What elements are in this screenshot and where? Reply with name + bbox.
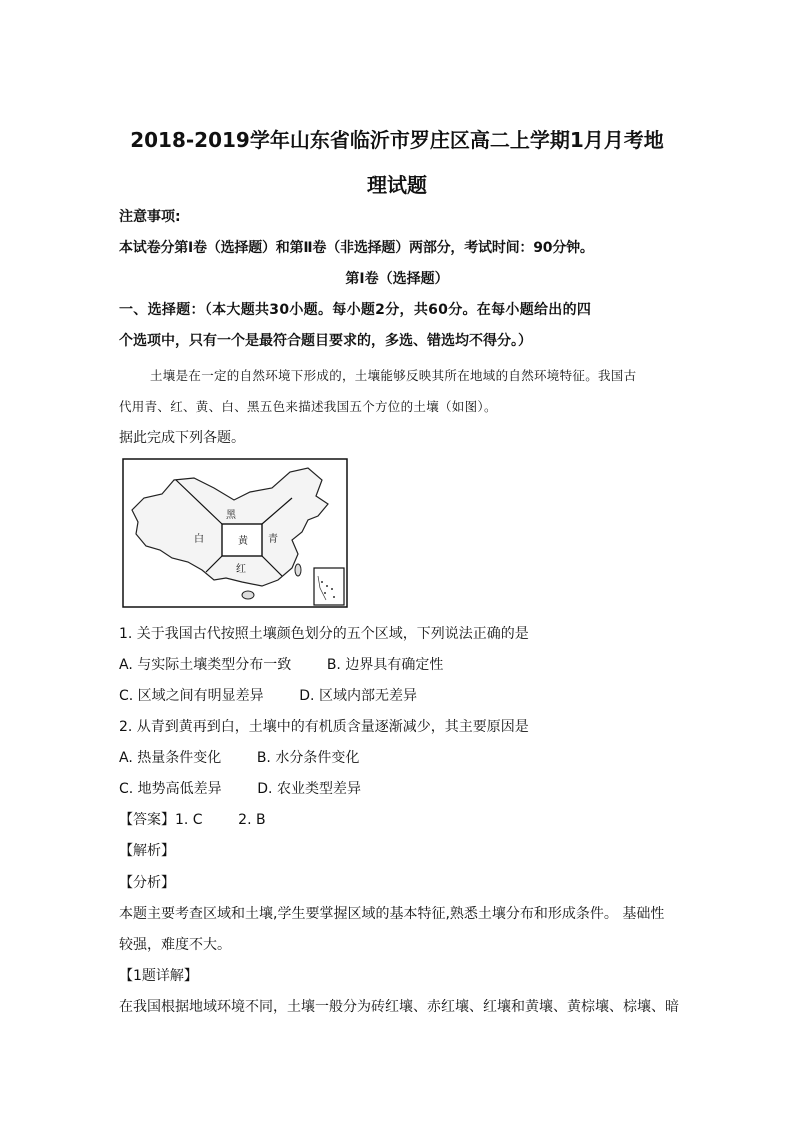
answer: 【答案】1. C 2. B: [119, 812, 266, 828]
label-north: 黑: [226, 510, 236, 521]
china-soil-map: [122, 458, 348, 608]
q1-detail-heading: 【1题详解】: [119, 968, 198, 984]
instruction: 据此完成下列各题。: [119, 430, 245, 446]
analysis-heading: 【解析】: [119, 843, 175, 859]
q1-stem: 1. 关于我国古代按照土壤颜色划分的五个区域，下列说法正确的是: [119, 626, 529, 642]
q2-options-row1: A. 热量条件变化 B. 水分条件变化: [119, 750, 360, 766]
label-south: 红: [236, 564, 246, 575]
q2-options-row2: C. 地势高低差异 D. 农业类型差异: [119, 781, 361, 797]
title-line-2: 理试题: [367, 173, 427, 197]
fenxi-heading: 【分析】: [119, 875, 175, 891]
title-line-1: 2018-2019学年山东省临沂市罗庄区高二上学期1月月考地: [130, 128, 664, 152]
intro-line-1: 土壤是在一定的自然环境下形成的，土壤能够反映其所在地域的自然环境特征。我国古: [150, 368, 637, 383]
part1-line-1: 一、选择题：（本大题共30小题。每小题2分，共60分。在每小题给出的四: [119, 302, 592, 318]
label-center: 黄: [238, 536, 248, 547]
q1-detail-line-1: 在我国根据地域环境不同，土壤一般分为砖红壤、赤红壤、红壤和黄壤、黄棕壤、棕壤、暗: [119, 999, 679, 1015]
part1-line-2: 个选项中，只有一个是最符合题目要求的，多选、错选均不得分。）: [119, 333, 532, 349]
notice-body: 本试卷分第Ⅰ卷（选择题）和第Ⅱ卷（非选择题）两部分，考试时间：90分钟。: [119, 240, 594, 256]
fenxi-line-1: 本题主要考查区域和土壤,学生要掌握区域的基本特征,熟悉土壤分布和形成条件。 基础性: [119, 906, 665, 922]
q1-options-row1: A. 与实际土壤类型分布一致 B. 边界具有确定性: [119, 657, 444, 673]
notice-heading: 注意事项:: [119, 209, 181, 225]
label-east: 青: [268, 534, 278, 545]
hainan-island: [242, 591, 254, 599]
intro-line-2: 代用青、红、黄、白、黑五色来描述我国五个方位的土壤（如图）。: [119, 399, 497, 414]
fenxi-line-2: 较强，难度不大。: [119, 937, 231, 953]
taiwan-island: [295, 564, 301, 576]
q1-options-row2: C. 区域之间有明显差异 D. 区域内部无差异: [119, 688, 417, 704]
label-west: 白: [194, 534, 204, 545]
south-sea-inset: [314, 568, 344, 605]
section-title: 第Ⅰ卷（选择题）: [345, 271, 449, 287]
q2-stem: 2. 从青到黄再到白，土壤中的有机质含量逐渐减少，其主要原因是: [119, 719, 529, 735]
